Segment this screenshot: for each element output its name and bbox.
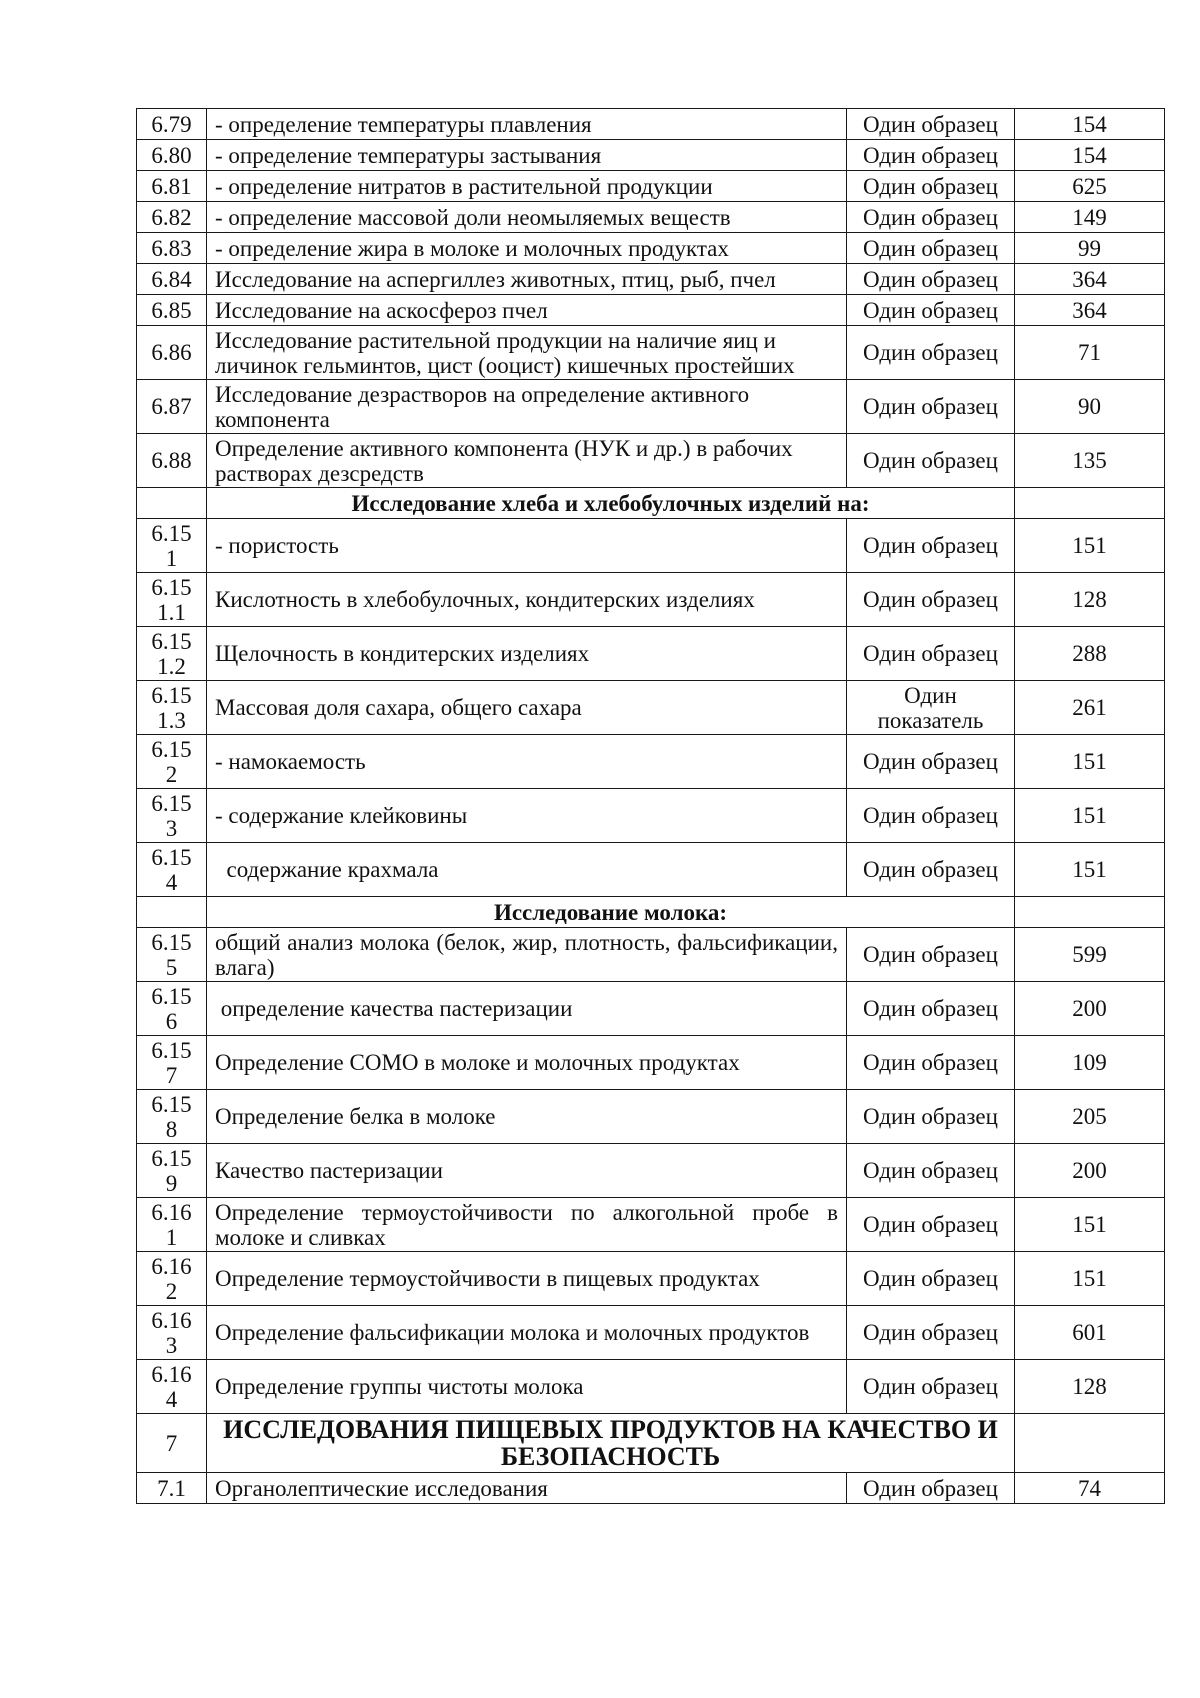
table-row bbox=[137, 380, 1165, 434]
table-row bbox=[137, 326, 1165, 380]
table-row bbox=[137, 1036, 1165, 1090]
table-row bbox=[137, 928, 1165, 982]
item-name: - определение нитратов в растительной продукции bbox=[207, 171, 847, 202]
section-title: Исследование хлеба и хлебобулочных изделий на: bbox=[207, 488, 1015, 519]
section-number-cell bbox=[137, 897, 207, 928]
item-name: содержание крахмала bbox=[207, 843, 847, 897]
item-price: 90 bbox=[1015, 380, 1165, 434]
item-number: 6.15 4 bbox=[137, 843, 207, 897]
item-name: Определение термоустойчивости в пищевых продуктах bbox=[207, 1252, 847, 1306]
item-price: 288 bbox=[1015, 627, 1165, 681]
item-price: 109 bbox=[1015, 1036, 1165, 1090]
table-row bbox=[137, 573, 1165, 627]
item-unit: Один образец bbox=[847, 109, 1015, 140]
item-unit: Один образец bbox=[847, 202, 1015, 233]
table-row bbox=[137, 140, 1165, 171]
item-price: 151 bbox=[1015, 735, 1165, 789]
price-list-table bbox=[136, 108, 1165, 1504]
table-row bbox=[137, 1360, 1165, 1414]
item-price: 261 bbox=[1015, 681, 1165, 735]
item-name: - определение массовой доли неомыляемых веществ bbox=[207, 202, 847, 233]
table-row bbox=[137, 789, 1165, 843]
chapter-number: 7 bbox=[137, 1414, 207, 1473]
table-row bbox=[137, 233, 1165, 264]
item-unit: Один показатель bbox=[847, 681, 1015, 735]
item-unit: Один образец bbox=[847, 171, 1015, 202]
item-price: 364 bbox=[1015, 264, 1165, 295]
item-name: Щелочность в кондитерских изделиях bbox=[207, 627, 847, 681]
item-number: 6.15 8 bbox=[137, 1090, 207, 1144]
item-price: 154 bbox=[1015, 109, 1165, 140]
item-unit: Один образец bbox=[847, 1144, 1015, 1198]
item-unit: Один образец bbox=[847, 982, 1015, 1036]
item-name: Исследование на аскосфероз пчел bbox=[207, 295, 847, 326]
chapter-header-row bbox=[137, 1414, 1165, 1473]
item-number: 6.15 1.1 bbox=[137, 573, 207, 627]
table-row bbox=[137, 681, 1165, 735]
item-number: 6.15 1 bbox=[137, 519, 207, 573]
table-row bbox=[137, 1090, 1165, 1144]
item-number: 6.16 4 bbox=[137, 1360, 207, 1414]
item-number: 6.82 bbox=[137, 202, 207, 233]
table-row bbox=[137, 1198, 1165, 1252]
item-price: 151 bbox=[1015, 1252, 1165, 1306]
item-name: Качество пастеризации bbox=[207, 1144, 847, 1198]
item-number: 6.88 bbox=[137, 434, 207, 488]
item-number: 6.83 bbox=[137, 233, 207, 264]
table-row bbox=[137, 982, 1165, 1036]
item-name: - определение температуры плавления bbox=[207, 109, 847, 140]
table-row bbox=[137, 735, 1165, 789]
item-name: - пористость bbox=[207, 519, 847, 573]
table-row bbox=[137, 1473, 1165, 1504]
item-number: 6.15 9 bbox=[137, 1144, 207, 1198]
table-row bbox=[137, 627, 1165, 681]
item-unit: Один образец bbox=[847, 735, 1015, 789]
item-unit: Один образец bbox=[847, 380, 1015, 434]
item-unit: Один образец bbox=[847, 843, 1015, 897]
section-header-row bbox=[137, 488, 1165, 519]
item-price: 200 bbox=[1015, 982, 1165, 1036]
item-unit: Один образец bbox=[847, 233, 1015, 264]
item-unit: Один образец bbox=[847, 1473, 1015, 1504]
item-price: 151 bbox=[1015, 843, 1165, 897]
section-header-row bbox=[137, 897, 1165, 928]
item-unit: Один образец bbox=[847, 627, 1015, 681]
item-name: Исследование дезрастворов на определение активного компонента bbox=[207, 380, 847, 434]
table-row bbox=[137, 171, 1165, 202]
item-name: - содержание клейковины bbox=[207, 789, 847, 843]
item-number: 6.80 bbox=[137, 140, 207, 171]
item-unit: Один образец bbox=[847, 1036, 1015, 1090]
item-number: 6.16 1 bbox=[137, 1198, 207, 1252]
item-unit: Один образец bbox=[847, 1360, 1015, 1414]
item-name: Определение фальсификации молока и молочных продуктов bbox=[207, 1306, 847, 1360]
item-name: Исследование растительной продукции на наличие яиц и личинок гельминтов, цист (ооцист) кишечных простейших bbox=[207, 326, 847, 380]
item-name: Исследование на аспергиллез животных, птиц, рыб, пчел bbox=[207, 264, 847, 295]
item-name: Массовая доля сахара, общего сахара bbox=[207, 681, 847, 735]
item-number: 6.16 3 bbox=[137, 1306, 207, 1360]
item-unit: Один образец bbox=[847, 1306, 1015, 1360]
item-price: 154 bbox=[1015, 140, 1165, 171]
section-price-cell bbox=[1015, 488, 1165, 519]
item-number: 6.81 bbox=[137, 171, 207, 202]
item-name: - намокаемость bbox=[207, 735, 847, 789]
item-number: 6.15 5 bbox=[137, 928, 207, 982]
item-price: 151 bbox=[1015, 789, 1165, 843]
item-price: 364 bbox=[1015, 295, 1165, 326]
item-price: 205 bbox=[1015, 1090, 1165, 1144]
item-number: 6.85 bbox=[137, 295, 207, 326]
item-number: 6.86 bbox=[137, 326, 207, 380]
table-row bbox=[137, 109, 1165, 140]
item-price: 149 bbox=[1015, 202, 1165, 233]
table-row bbox=[137, 519, 1165, 573]
item-price: 128 bbox=[1015, 573, 1165, 627]
item-unit: Один образец bbox=[847, 140, 1015, 171]
table-row bbox=[137, 434, 1165, 488]
section-number-cell bbox=[137, 488, 207, 519]
item-price: 601 bbox=[1015, 1306, 1165, 1360]
item-number: 6.16 2 bbox=[137, 1252, 207, 1306]
item-name: - определение жира в молоке и молочных продуктах bbox=[207, 233, 847, 264]
item-price: 151 bbox=[1015, 519, 1165, 573]
item-unit: Один образец bbox=[847, 1198, 1015, 1252]
item-unit: Один образец bbox=[847, 519, 1015, 573]
item-unit: Один образец bbox=[847, 1252, 1015, 1306]
item-name: Кислотность в хлебобулочных, кондитерских изделиях bbox=[207, 573, 847, 627]
section-title: Исследование молока: bbox=[207, 897, 1015, 928]
item-price: 599 bbox=[1015, 928, 1165, 982]
item-unit: Один образец bbox=[847, 264, 1015, 295]
item-name: Определение СОМО в молоке и молочных продуктах bbox=[207, 1036, 847, 1090]
item-price: 74 bbox=[1015, 1473, 1165, 1504]
item-name: общий анализ молока (белок, жир, плотность, фальсификации, влага) bbox=[207, 928, 847, 982]
item-price: 135 bbox=[1015, 434, 1165, 488]
item-number: 6.84 bbox=[137, 264, 207, 295]
item-number: 6.79 bbox=[137, 109, 207, 140]
item-unit: Один образец bbox=[847, 295, 1015, 326]
table-row bbox=[137, 295, 1165, 326]
item-number: 6.15 2 bbox=[137, 735, 207, 789]
table-row bbox=[137, 1306, 1165, 1360]
item-price: 151 bbox=[1015, 1198, 1165, 1252]
price-list-body bbox=[137, 109, 1165, 1504]
table-row bbox=[137, 843, 1165, 897]
item-number: 6.15 3 bbox=[137, 789, 207, 843]
item-price: 99 bbox=[1015, 233, 1165, 264]
item-price: 71 bbox=[1015, 326, 1165, 380]
item-unit: Один образец bbox=[847, 326, 1015, 380]
item-name: Органолептические исследования bbox=[207, 1473, 847, 1504]
chapter-price-cell bbox=[1015, 1414, 1165, 1473]
table-row bbox=[137, 202, 1165, 233]
item-price: 200 bbox=[1015, 1144, 1165, 1198]
item-number: 6.15 6 bbox=[137, 982, 207, 1036]
item-number: 7.1 bbox=[137, 1473, 207, 1504]
item-unit: Один образец bbox=[847, 1090, 1015, 1144]
item-price: 128 bbox=[1015, 1360, 1165, 1414]
item-number: 6.87 bbox=[137, 380, 207, 434]
item-unit: Один образец bbox=[847, 928, 1015, 982]
item-number: 6.15 7 bbox=[137, 1036, 207, 1090]
item-name: Определение активного компонента (НУК и др.) в рабочих растворах дезсредств bbox=[207, 434, 847, 488]
section-price-cell bbox=[1015, 897, 1165, 928]
item-number: 6.15 1.2 bbox=[137, 627, 207, 681]
item-unit: Один образец bbox=[847, 434, 1015, 488]
item-name: - определение температуры застывания bbox=[207, 140, 847, 171]
item-price: 625 bbox=[1015, 171, 1165, 202]
item-number: 6.15 1.3 bbox=[137, 681, 207, 735]
table-row bbox=[137, 1144, 1165, 1198]
item-name: определение качества пастеризации bbox=[207, 982, 847, 1036]
item-unit: Один образец bbox=[847, 789, 1015, 843]
item-name: Определение термоустойчивости по алкогольной пробе в молоке и сливках bbox=[207, 1198, 847, 1252]
table-row bbox=[137, 264, 1165, 295]
item-unit: Один образец bbox=[847, 573, 1015, 627]
item-name: Определение группы чистоты молока bbox=[207, 1360, 847, 1414]
chapter-title: ИССЛЕДОВАНИЯ ПИЩЕВЫХ ПРОДУКТОВ НА КАЧЕСТВО И БЕЗОПАСНОСТЬ bbox=[207, 1414, 1015, 1473]
table-row bbox=[137, 1252, 1165, 1306]
item-name: Определение белка в молоке bbox=[207, 1090, 847, 1144]
